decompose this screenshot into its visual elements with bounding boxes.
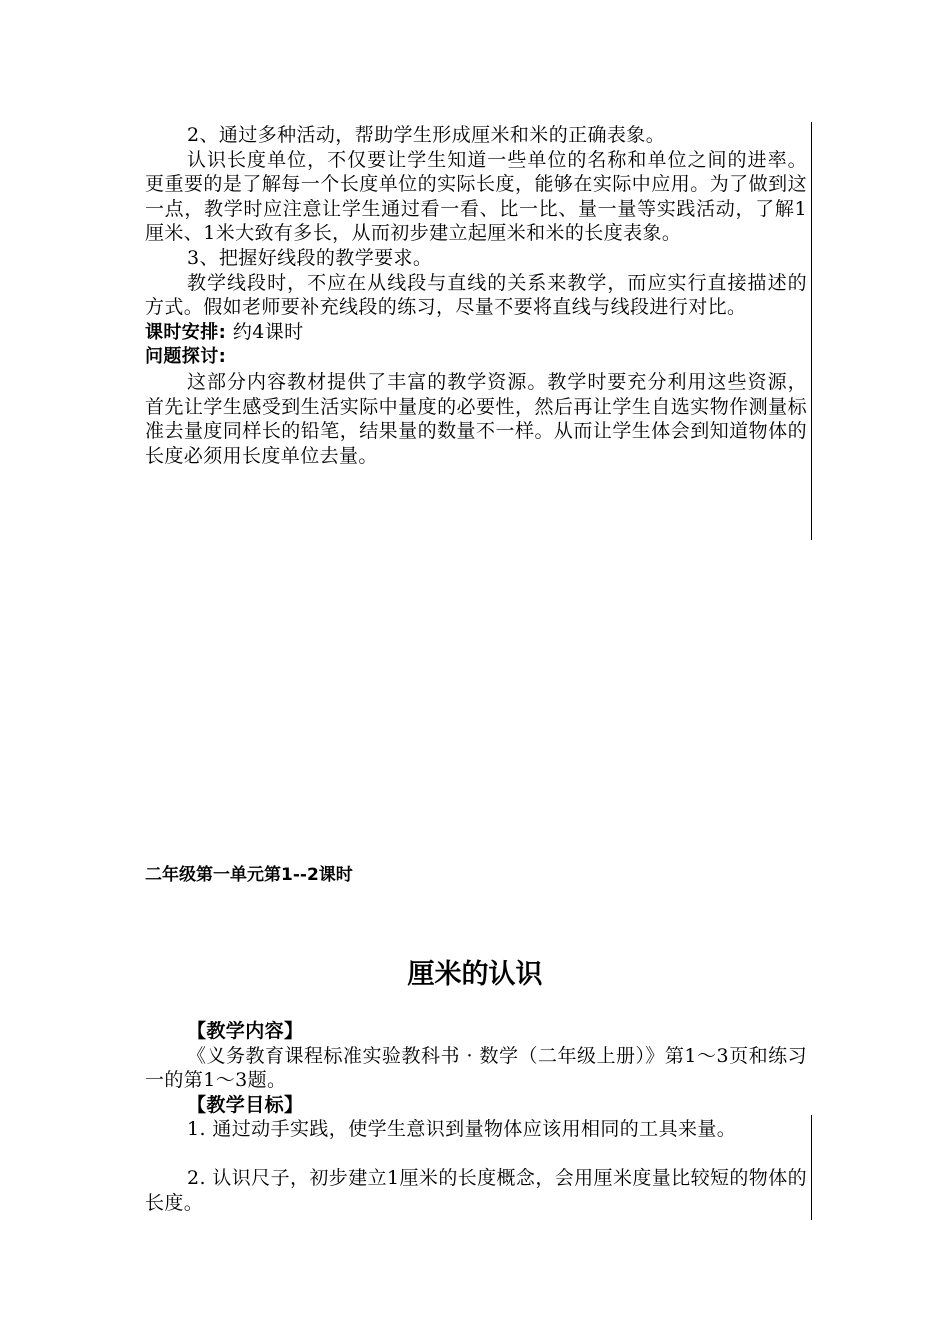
paragraph-goal-3: 3、把握好线段的教学要求。	[187, 246, 433, 269]
goal-2: 2. 认识尺子，初步建立1厘米的长度概念，会用厘米度量比较短的物体的长度。	[145, 1166, 807, 1214]
unit-title: 二年级第一单元第1--2课时	[145, 865, 353, 885]
content-heading: 【教学内容】	[187, 1020, 304, 1042]
schedule-label: 课时安排:	[145, 321, 227, 343]
paragraph-line-segment: 教学线段时，不应在从线段与直线的关系来教学，而应实行直接描述的方式。假如老师要补充线段的练习，尽量不要将直线与线段进行对比。	[145, 271, 807, 319]
top-text-block	[145, 123, 807, 468]
right-border-line-top	[811, 122, 812, 540]
paragraph-length-units: 认识长度单位，不仅要让学生知道一些单位的名称和单位之间的进率。更重要的是了解每一个长度单位的实际长度，能够在实际中应用。为了做到这一点，教学时应注意让学生通过看一看、比一比、量一量等实践活动，了解1厘米、1米大致有多长，从而初步建立起厘米和米的长度表象。	[145, 148, 807, 245]
goal-1: 1. 通过动手实践，使学生意识到量物体应该用相同的工具来量。	[187, 1118, 737, 1141]
blank-line	[145, 1142, 807, 1166]
paragraph-discussion: 这部分内容教材提供了丰富的教学资源。教学时要充分利用这些资源，首先让学生感受到生活实际中量度的必要性，然后再让学生自选实物作测量标准去量度同样长的铅笔，结果量的数量不一样。从而让学生体会到知道物体的长度必须用长度单位去量。	[145, 370, 807, 467]
discussion-label: 问题探讨:	[145, 346, 227, 368]
schedule-line	[145, 320, 807, 346]
schedule-value: 约4课时	[232, 320, 304, 343]
content-text: 《义务教育课程标准实验教科书 · 数学（二年级上册）》第1～3页和练习一的第1～3题。	[145, 1044, 807, 1092]
paragraph-goal-2: 2、通过多种活动，帮助学生形成厘米和米的正确表象。	[187, 124, 666, 146]
lesson-text-block	[145, 1019, 807, 1215]
lesson-title: 厘米的认识	[407, 959, 543, 990]
goals-heading: 【教学目标】	[187, 1093, 304, 1116]
right-border-line-bottom	[811, 1115, 812, 1220]
